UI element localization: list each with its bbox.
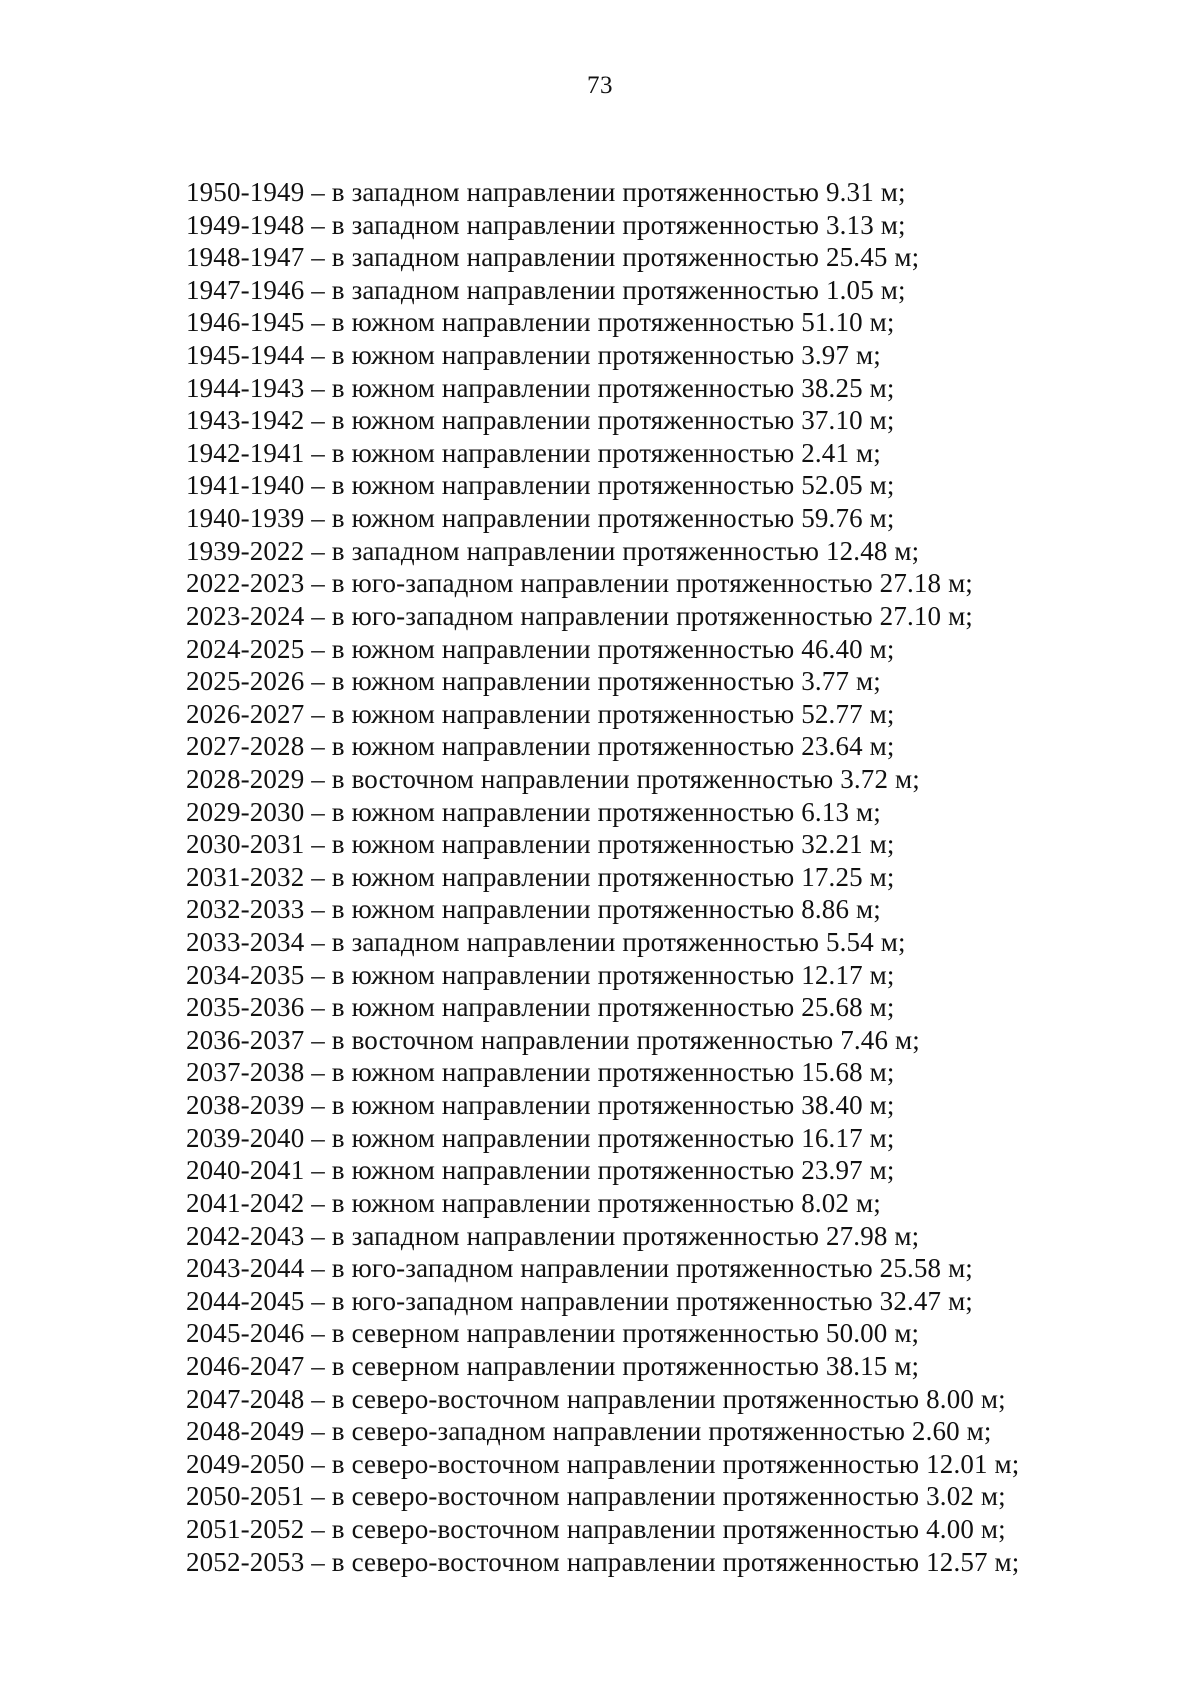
boundary-segment-list [186,176,1019,1578]
boundary-segment-line: 1940-1939 – в южном направлении протяженностью 59.76 м; [186,503,895,534]
boundary-segment-line: 2029-2030 – в южном направлении протяженностью 6.13 м; [186,796,881,827]
boundary-segment-line: 2022-2023 – в юго-западном направлении протяженностью 27.18 м; [186,568,973,599]
boundary-segment-line: 1939-2022 – в западном направлении протяженностью 12.48 м; [186,535,920,566]
boundary-segment-line: 2031-2032 – в южном направлении протяженностью 17.25 м; [186,861,895,892]
boundary-segment-line: 2025-2026 – в южном направлении протяженностью 3.77 м; [186,666,881,697]
boundary-segment-line: 2033-2034 – в западном направлении протяженностью 5.54 м; [186,927,906,958]
boundary-segment-line: 1943-1942 – в южном направлении протяженностью 37.10 м; [186,405,895,436]
boundary-segment-line: 1941-1940 – в южном направлении протяженностью 52.05 м; [186,470,895,501]
boundary-segment-line: 2035-2036 – в южном направлении протяженностью 25.68 м; [186,992,895,1023]
boundary-segment-line: 2047-2048 – в северо-восточном направлении протяженностью 8.00 м; [186,1383,1006,1414]
boundary-segment-line: 2052-2053 – в северо-восточном направлении протяженностью 12.57 м; [186,1546,1020,1577]
boundary-segment-line: 1949-1948 – в западном направлении протяженностью 3.13 м; [186,209,906,240]
boundary-segment-line: 2026-2027 – в южном направлении протяженностью 52.77 м; [186,698,895,729]
boundary-segment-line: 1946-1945 – в южном направлении протяженностью 51.10 м; [186,307,895,338]
boundary-segment-line: 1944-1943 – в южном направлении протяженностью 38.25 м; [186,372,895,403]
boundary-segment-line: 2049-2050 – в северо-восточном направлении протяженностью 12.01 м; [186,1448,1020,1479]
boundary-segment-line: 2038-2039 – в южном направлении протяженностью 38.40 м; [186,1090,895,1121]
boundary-segment-line: 1950-1949 – в западном направлении протяженностью 9.31 м; [186,177,906,207]
boundary-segment-line: 2042-2043 – в западном направлении протяженностью 27.98 м; [186,1220,920,1251]
boundary-segment-line: 2034-2035 – в южном направлении протяженностью 12.17 м; [186,959,895,990]
boundary-segment-line: 2040-2041 – в южном направлении протяженностью 23.97 м; [186,1155,895,1186]
boundary-segment-line: 2050-2051 – в северо-восточном направлении протяженностью 3.02 м; [186,1481,1006,1512]
boundary-segment-line: 2036-2037 – в восточном направлении протяженностью 7.46 м; [186,1024,920,1055]
boundary-segment-line: 2051-2052 – в северо-восточном направлении протяженностью 4.00 м; [186,1513,1006,1544]
boundary-segment-line: 2024-2025 – в южном направлении протяженностью 46.40 м; [186,633,895,664]
boundary-segment-line: 2046-2047 – в северном направлении протяженностью 38.15 м; [186,1350,920,1381]
boundary-segment-line: 1942-1941 – в южном направлении протяженностью 2.41 м; [186,437,881,468]
boundary-segment-line: 2039-2040 – в южном направлении протяженностью 16.17 м; [186,1122,895,1153]
boundary-segment-line: 2028-2029 – в восточном направлении протяженностью 3.72 м; [186,763,920,794]
boundary-segment-line: 2030-2031 – в южном направлении протяженностью 32.21 м; [186,829,895,860]
boundary-segment-line: 2037-2038 – в южном направлении протяженностью 15.68 м; [186,1057,895,1088]
boundary-segment-line: 2023-2024 – в юго-западном направлении протяженностью 27.10 м; [186,600,973,631]
boundary-segment-line: 2041-2042 – в южном направлении протяженностью 8.02 м; [186,1187,881,1218]
boundary-segment-line: 2048-2049 – в северо-западном направлении протяженностью 2.60 м; [186,1416,992,1447]
page-number: 73 [587,72,613,99]
boundary-segment-line: 2045-2046 – в северном направлении протяженностью 50.00 м; [186,1318,920,1349]
boundary-segment-line: 1947-1946 – в западном направлении протяженностью 1.05 м; [186,274,906,305]
boundary-segment-line: 1945-1944 – в южном направлении протяженностью 3.97 м; [186,340,881,371]
boundary-segment-line: 2032-2033 – в южном направлении протяженностью 8.86 м; [186,894,881,925]
boundary-segment-line: 2043-2044 – в юго-западном направлении протяженностью 25.58 м; [186,1253,973,1284]
boundary-segment-line: 2044-2045 – в юго-западном направлении протяженностью 32.47 м; [186,1285,973,1316]
boundary-segment-line: 2027-2028 – в южном направлении протяженностью 23.64 м; [186,731,895,762]
boundary-segment-line: 1948-1947 – в западном направлении протяженностью 25.45 м; [186,242,920,273]
